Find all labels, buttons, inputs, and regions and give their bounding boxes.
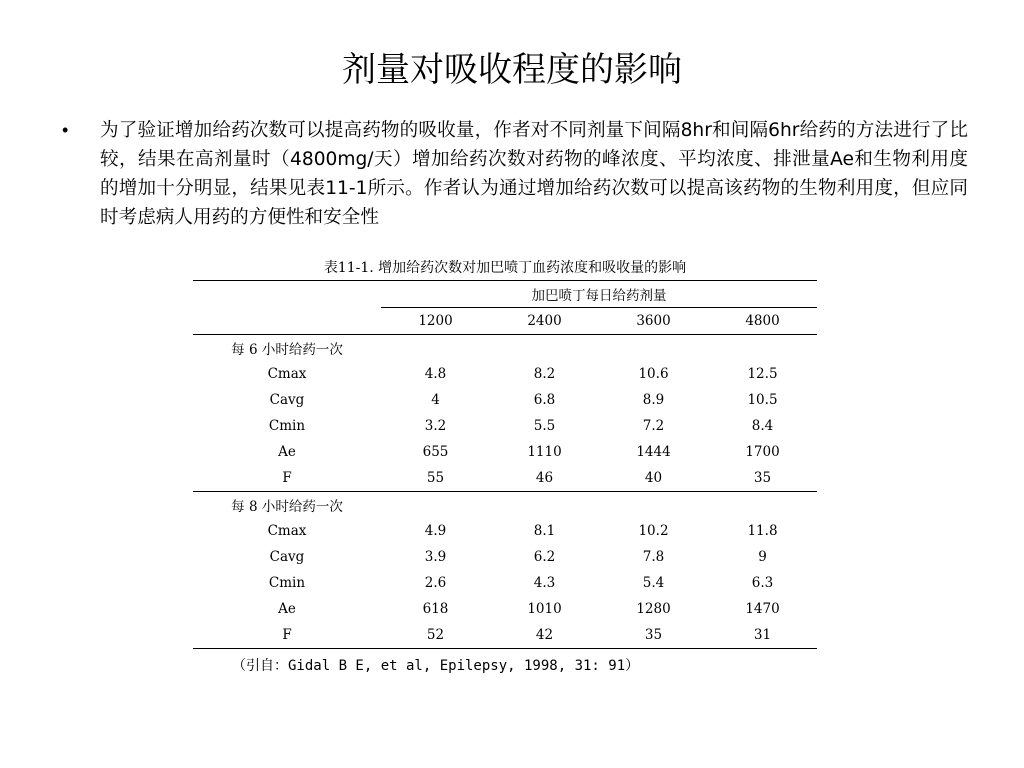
bullet-marker: • xyxy=(62,120,69,140)
empty-cell xyxy=(708,492,817,519)
value-cell: 55 xyxy=(426,470,445,486)
param-cell: Cavg xyxy=(269,392,305,408)
value-cell: 4.9 xyxy=(424,523,447,539)
table-row xyxy=(193,465,817,492)
value-cell: 31 xyxy=(708,622,817,649)
empty-cell xyxy=(381,492,490,519)
table-corner-cell xyxy=(193,281,381,308)
value-cell: 2.6 xyxy=(424,575,447,591)
param-cell: Ae xyxy=(278,444,296,460)
value-cell: 1110 xyxy=(527,444,562,460)
table-caption: 表11-1. 增加给药次数对加巴喷丁血药浓度和吸收量的影响 xyxy=(323,260,687,276)
group-label: 每 8 小时给药一次 xyxy=(193,492,381,519)
value-cell: 42 xyxy=(490,622,599,649)
value-cell: 4 xyxy=(431,392,440,408)
table-span-header-row xyxy=(193,281,817,308)
value-cell: 6.3 xyxy=(751,575,774,591)
value-cell: 9 xyxy=(758,549,767,565)
value-cell: 618 xyxy=(422,601,449,617)
value-cell: 40 xyxy=(644,470,663,486)
empty-cell xyxy=(599,492,708,519)
value-cell: 3.2 xyxy=(424,418,447,434)
value-cell: 6.8 xyxy=(533,392,556,408)
param-cell: Cmin xyxy=(268,575,306,591)
value-cell: 1444 xyxy=(636,444,671,460)
value-cell: 12.5 xyxy=(747,366,778,382)
param-cell: Cmin xyxy=(268,418,306,434)
table-row xyxy=(193,622,817,649)
value-cell: 11.8 xyxy=(747,523,778,539)
value-cell: 7.8 xyxy=(642,549,665,565)
group-label: 每 6 小时给药一次 xyxy=(231,342,343,358)
value-cell: 1470 xyxy=(745,601,780,617)
empty-cell xyxy=(599,335,708,362)
table-row xyxy=(193,413,817,439)
value-cell: 5.5 xyxy=(533,418,556,434)
bullet-list xyxy=(56,116,968,232)
value-cell: 655 xyxy=(422,444,449,460)
table-corner-cell-2 xyxy=(193,308,381,335)
empty-cell xyxy=(381,335,490,362)
value-cell: 5.4 xyxy=(642,575,665,591)
value-cell: 35 xyxy=(753,470,772,486)
table-row xyxy=(193,387,817,413)
value-cell: 35 xyxy=(599,622,708,649)
table-group-row xyxy=(193,492,817,519)
table-row xyxy=(193,570,817,596)
value-cell: 10.5 xyxy=(747,392,778,408)
value-cell: 46 xyxy=(535,470,554,486)
param-cell: F xyxy=(282,470,292,486)
empty-cell xyxy=(490,335,599,362)
value-cell: 1700 xyxy=(745,444,780,460)
table-row xyxy=(193,361,817,387)
dose-header-2400: 2400 xyxy=(490,308,599,335)
value-cell: 10.6 xyxy=(638,366,669,382)
value-cell: 8.9 xyxy=(642,392,665,408)
param-cell: Cavg xyxy=(269,549,305,565)
table-dose-header-row xyxy=(193,308,817,335)
dosage-table xyxy=(193,280,817,649)
value-cell: 52 xyxy=(381,622,490,649)
value-cell: 10.2 xyxy=(638,523,669,539)
empty-cell xyxy=(490,492,599,519)
dose-header-3600: 3600 xyxy=(599,308,708,335)
dose-span-header: 加巴喷丁每日给药剂量 xyxy=(381,281,817,308)
value-cell: 8.4 xyxy=(751,418,774,434)
table-citation: （引自：Gidal B E, et al, Epilepsy, 1998, 31: 91） xyxy=(232,658,640,674)
table-row xyxy=(193,518,817,544)
table-row xyxy=(193,544,817,570)
param-cell: F xyxy=(193,622,381,649)
value-cell: 6.2 xyxy=(533,549,556,565)
param-cell: Cmax xyxy=(267,523,307,539)
param-cell: Cmax xyxy=(267,366,307,382)
param-cell: Ae xyxy=(278,601,296,617)
slide-title: 剂量对吸收程度的影响 xyxy=(342,50,682,90)
empty-cell xyxy=(708,335,817,362)
value-cell: 1010 xyxy=(527,601,562,617)
bullet-paragraph: 为了验证增加给药次数可以提高药物的吸收量，作者对不同剂量下间隔8hr和间隔6hr给药的方法进行了比较，结果在高剂量时（4800mg/天）增加给药次数对药物的峰浓度、平均浓度、排泄量Ae和生物利用度的增加十分明显，结果见表11-1所示。作者认为通过增加给药次数可以提高该药物的生物利用度，但应同时考虑病人用药的方便性和安全性 xyxy=(100,120,968,228)
value-cell: 8.2 xyxy=(533,366,556,382)
table-group-row xyxy=(193,335,817,362)
value-cell: 4.8 xyxy=(424,366,447,382)
value-cell: 7.2 xyxy=(642,418,665,434)
value-cell: 3.9 xyxy=(424,549,447,565)
table-row xyxy=(193,439,817,465)
value-cell: 4.3 xyxy=(533,575,556,591)
value-cell: 8.1 xyxy=(533,523,556,539)
dose-header-4800: 4800 xyxy=(708,308,817,335)
dose-header-1200: 1200 xyxy=(381,308,490,335)
value-cell: 1280 xyxy=(636,601,671,617)
table-row xyxy=(193,596,817,622)
